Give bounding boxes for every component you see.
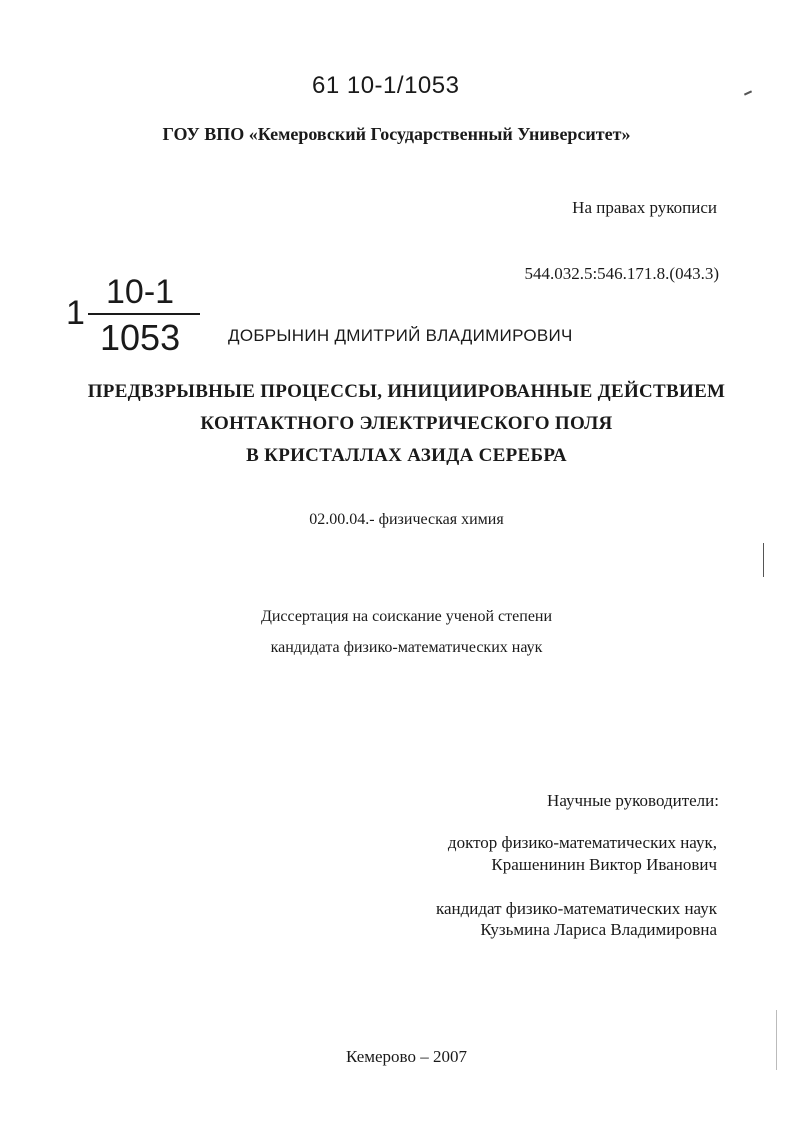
specialty-code: 02.00.04.- физическая химия bbox=[309, 511, 504, 528]
scan-mark-edge bbox=[776, 1010, 777, 1070]
supervisors-heading: Научные руководители: bbox=[547, 791, 719, 810]
library-stamp-numerator: 10-1 bbox=[106, 273, 175, 311]
title-line-2: КОНТАКТНОГО ЭЛЕКТРИЧЕСКОГО ПОЛЯ bbox=[200, 413, 613, 434]
archive-stamp-code: 61 10-1/1053 bbox=[312, 72, 460, 99]
author-name: ДОБРЫНИН ДМИТРИЙ ВЛАДИМИРОВИЧ bbox=[228, 326, 573, 345]
library-stamp-fraction-line bbox=[88, 313, 200, 315]
dissertation-line-1: Диссертация на соискание ученой степени bbox=[260, 608, 553, 625]
library-stamp-prefix: 1 bbox=[66, 294, 85, 332]
manuscript-note: На правах рукописи bbox=[572, 198, 717, 217]
scan-mark-right bbox=[763, 543, 764, 577]
supervisor-2-name: Кузьмина Лариса Владимировна bbox=[480, 920, 717, 939]
dissertation-line-2: кандидата физико-математических наук bbox=[270, 639, 543, 656]
title-line-1: ПРЕДВЗРЫВНЫЕ ПРОЦЕССЫ, ИНИЦИИРОВАННЫЕ ДЕЙСТВИЕМ bbox=[87, 381, 726, 402]
city-year: Кемерово – 2007 bbox=[346, 1047, 467, 1066]
scan-mark-top bbox=[744, 90, 752, 95]
title-line-3: В КРИСТАЛЛАХ АЗИДА СЕРЕБРА bbox=[246, 445, 567, 466]
udc-code: 544.032.5:546.171.8.(043.3) bbox=[524, 264, 719, 283]
supervisor-2-degree: кандидат физико-математических наук bbox=[435, 899, 717, 918]
supervisor-1-degree: доктор физико-математических наук, bbox=[447, 833, 717, 852]
library-stamp-denominator: 1053 bbox=[100, 317, 181, 358]
institution-name: ГОУ ВПО «Кемеровский Государственный Университет» bbox=[162, 124, 631, 144]
supervisor-1-name: Крашенинин Виктор Иванович bbox=[491, 855, 717, 874]
